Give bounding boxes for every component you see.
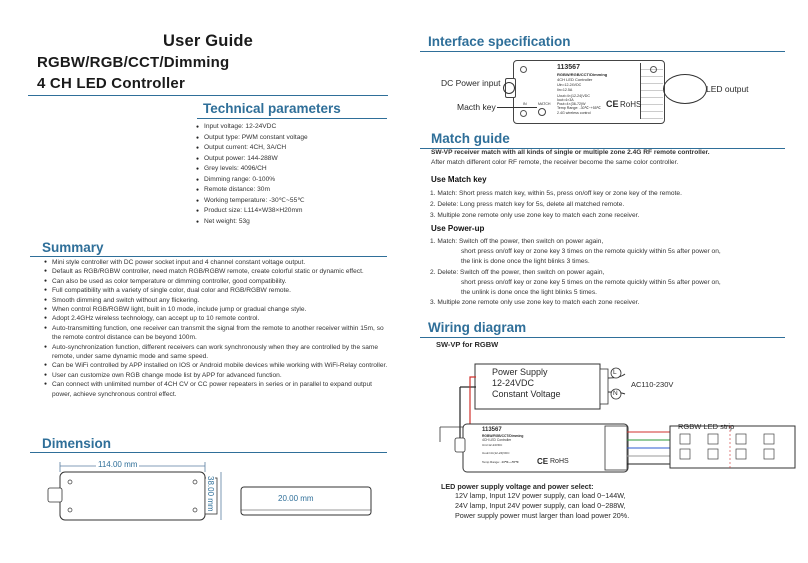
wiring-controller-model: 113567 [482, 427, 502, 433]
l-label: L [613, 369, 617, 376]
summary-list [44, 258, 389, 399]
led-output-pointer [663, 74, 707, 104]
rgbw-led-strip [670, 426, 795, 468]
list-item: 2. Delete: Long press match key for 5s, delete all matched remote. [430, 201, 625, 208]
list-item: ● Default as RGB/RGBW controller, need match RGB/RGBW remote, create colorful static or dynamic effect. [44, 267, 389, 276]
ps-line1: Power Supply [492, 367, 548, 377]
use-match-heading: Use Match key [431, 175, 487, 184]
wiring-controller-spec6: Temp Range: -30℃~+55℃ [482, 460, 519, 464]
list-item: 3. Multiple zone remote only use zone key to match each zone receiver. [430, 299, 640, 307]
tech-params-heading: Technical parameters [203, 101, 341, 116]
list-item: ● Net weight: 53g [196, 217, 386, 228]
list-item: ● Auto-transmitting function, one receiver can transmit the signal from the remote to another receiver within 15m, so the remote control distance can be beyond 100m. [44, 324, 389, 343]
list-item: ● Output current: 4CH, 3A/CH [196, 143, 386, 154]
wiring-controller-spec3: Uout=4×(12-24)VDC [482, 451, 510, 455]
list-item: ● Adopt 2.4GHz wireless technology, can accept up to 10 remote control. [44, 314, 389, 323]
device-spec6: Temp Range: -30℃~+55℃ [557, 106, 601, 110]
list-item: ● Smooth dimming and switch without any flickering. [44, 296, 389, 305]
list-item: 1. Match: Short press match key, within 5s, press on/off key or zone key of the remote. [430, 190, 682, 197]
dc-power-input-label: DC Power input [441, 78, 501, 88]
wiring-controller-desc1: RGBW/RGB/CCT/Dimming [482, 434, 524, 438]
device-spec2: Iin=12.5A [557, 88, 573, 92]
ac-voltage-label: AC110-230V [631, 380, 674, 389]
device-spec7: 2.4G wireless control [557, 111, 591, 115]
use-power-list [430, 237, 800, 308]
n-label: N [613, 390, 618, 397]
list-item: ● Dimming range: 0-100% [196, 175, 386, 186]
summary-heading: Summary [42, 240, 104, 255]
device-in-label: IN [523, 102, 527, 106]
list-item: 12V lamp, Input 12V power supply, can load 0~144W, [455, 491, 626, 500]
list-item: short press on/off key or zone key 3 times on the remote quickly within 5s after power on, [461, 248, 721, 256]
list-item: the unlink is done once the light blinks 5 times. [461, 289, 597, 297]
dimension-heading-underline [30, 452, 387, 453]
device-screw-hole [520, 110, 527, 117]
interface-heading: Interface specification [428, 34, 571, 49]
use-power-heading: Use Power-up [431, 224, 485, 233]
tech-heading-underline [197, 118, 387, 119]
match-guide-heading: Match guide [431, 131, 510, 146]
device-spec3: Uout=4×(12-24)VDC [557, 94, 590, 98]
list-item: ● Product size: L114×W38×H20mm [196, 206, 386, 217]
strip-label: RGBW LED strip [678, 422, 735, 431]
device-desc2: 4CH LED Controller [557, 77, 593, 82]
user-guide-title: User Guide [163, 32, 254, 50]
list-item: 24V lamp, Input 24V power supply, can load 0~288W, [455, 500, 626, 510]
match-key-button[interactable] [538, 108, 546, 116]
match-guide-bold: SW-VP receiver match with all kinds of single or multiple zone 2.4G RF remote controller. [431, 149, 710, 156]
device-spec5: Pout=4×(36-72)W [557, 102, 586, 106]
list-item: ● Output type: PWM constant voltage [196, 133, 386, 144]
notes-heading: LED power supply voltage and power select: [441, 482, 594, 491]
list-item: ● Remote distance: 30m [196, 185, 386, 196]
use-match-list [430, 188, 790, 221]
wiring-diagram-heading: Wiring diagram [428, 320, 527, 335]
list-item: ● Can also be used as color temperature or dimming controller, good compatibility. [44, 277, 389, 286]
list-item: ● Mini style controller with DC power socket input and 4 channel constant voltage output. [44, 258, 389, 267]
ps-line2: 12-24VDC [492, 378, 535, 388]
wiring-controller-spec1: Uin=12-24VDC [482, 443, 503, 447]
list-item: Power supply power must larger than load power 20%. [455, 510, 630, 520]
product-title-line1: RGBW/RGB/CCT/Dimming [37, 54, 230, 71]
wiring-controller-rohs: RoHS [550, 458, 569, 465]
list-item: 2. Delete: Switch off the power, then switch on power again, [430, 268, 605, 276]
ce-mark: CE [606, 99, 619, 109]
summary-heading-underline [30, 256, 387, 257]
product-title-line2: 4 CH LED Controller [37, 75, 185, 92]
led-output-label: LED output [706, 84, 749, 94]
wiring-heading-underline [420, 337, 785, 338]
list-item: short press on/off key or zone key 5 times on the remote quickly within 5s after power on, [461, 278, 721, 286]
list-item: ● When control RGB/RGBW light, built in 10 mode, include jump or gradual change style. [44, 305, 389, 314]
list-item: ● Grey levels: 4096/CH [196, 164, 386, 175]
device-screw-hole [520, 66, 527, 73]
interface-heading-underline [420, 51, 785, 52]
list-item: ● Output power: 144-288W [196, 154, 386, 165]
wiring-controller-desc2: 4CH LED Controller [482, 438, 512, 442]
title-underline [28, 95, 388, 96]
device-spec1: Uin=12-24VDC [557, 83, 582, 87]
list-item: ● Input voltage: 12-24VDC [196, 122, 386, 133]
device-match-label: MATCH [538, 102, 551, 106]
list-item: ● Auto-synchronization function, different receivers can work synchronously when they are controlled by the same remote, under same dynamic mode and same speed. [44, 343, 389, 362]
list-item: ● User can customize own RGB change mode list by APP for advanced function. [44, 371, 389, 380]
device-rohs: RoHS [620, 100, 642, 109]
dimension-heading: Dimension [42, 436, 112, 451]
list-item: the link is done once the light blinks 3 times. [461, 258, 590, 266]
list-item: 3. Multiple zone remote only use zone key to match each zone receiver. [430, 212, 640, 219]
match-key-label: Macth key [457, 102, 496, 112]
device-model: 113567 [557, 64, 580, 71]
tech-params-list [196, 122, 386, 227]
list-item: 1. Match: Switch off the power, then switch on power again, [430, 238, 604, 245]
list-item: ● Working temperature: -30℃~55℃ [196, 196, 386, 207]
wiring-sub-heading: SW-VP for RGBW [436, 340, 499, 349]
list-item: ● Can connect with unlimited number of 4CH CV or CC power repeaters in series or in parallel to expand output power, achieve synchronous control effect. [44, 380, 389, 399]
ps-line3: Constant Voltage [492, 389, 561, 399]
dimension-height-label: 20.00 mm [278, 494, 314, 503]
dimension-top-view [40, 458, 225, 536]
dimension-length-label: 114.00 mm [98, 460, 138, 469]
device-desc1: RGBW/RGB/CCT/Dimming [557, 72, 608, 77]
device-screw-hole [650, 66, 657, 73]
notes-list [455, 491, 629, 520]
list-item: ● Can be WiFi controlled by APP installed on IOS or Android mobile devices while working with WiFi-Relay controller. [44, 361, 389, 370]
match-key-pointer-line [497, 107, 537, 108]
list-item: ● Full compatibility with a variety of single color, dual color and RGB/RGBW remote. [44, 286, 389, 295]
device-spec4: Iout=4×3A [557, 98, 574, 102]
dc-power-pointer [503, 82, 515, 94]
dimension-width-label: 38.00 mm [206, 476, 215, 512]
wiring-ce-mark: CE [537, 457, 549, 466]
match-guide-text: After match different color RF remote, the receiver become the same color controller. [431, 159, 679, 166]
